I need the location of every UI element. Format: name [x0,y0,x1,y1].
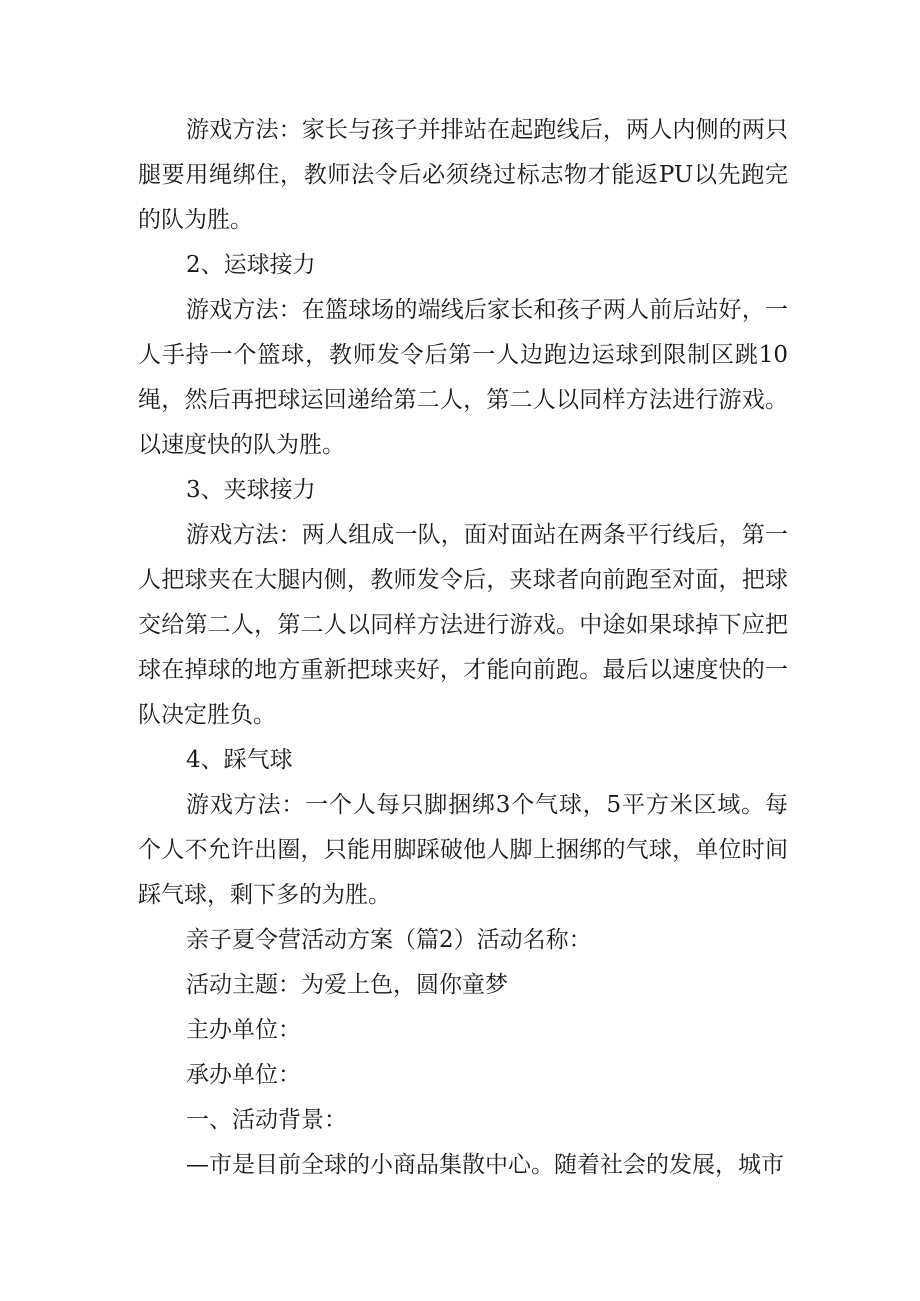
heading-organizer: 主办单位： [186,1017,301,1043]
heading-co-organizer: 承办单位： [186,1062,301,1088]
paragraph-game-method-3: 游戏方法：两人组成一队，面对面站在两条平行线后，第一人把球夹在大腿内侧，教师发令后，夹球者向前跑至对面，把球交给第二人，第二人以同样方法进行游戏。中途如果球掉下应把球在掉球的地方重新把球夹好，才能向前跑。最后以速度快的一队决定胜负。 [138,522,788,728]
paragraph-game-method-2: 游戏方法：在篮球场的端线后家长和孩子两人前后站好，一人手持一个篮球，教师发令后第一人边跑边运球到限制区跳10绳，然后再把球运回递给第二人，第二人以同样方法进行游戏。以速度快的队为胜。 [138,297,788,458]
heading-dribble-relay: 2、运球接力 [186,252,316,278]
document-body [138,108,788,1188]
heading-plan-2-activity-name: 亲子夏令营活动方案（篇2）活动名称： [186,927,592,953]
paragraph-background-text: —市是目前全球的小商品集散中心。随着社会的发展，城市 [186,1152,784,1178]
paragraph-game-method-1: 游戏方法：家长与孩子并排站在起跑线后，两人内侧的两只腿要用绳绑住，教师法令后必须绕过标志物才能返PU以先跑完的队为胜。 [138,117,788,233]
heading-activity-background: 一、活动背景： [186,1107,347,1133]
heading-activity-theme: 活动主题：为爱上色，圆你童梦 [186,972,508,998]
heading-stomp-balloon: 4、踩气球 [186,747,293,773]
paragraph-game-method-4: 游戏方法：一个人每只脚捆绑3个气球，5平方米区域。每个人不允许出圈，只能用脚踩破他人脚上捆绑的气球，单位时间踩气球，剩下多的为胜。 [138,792,788,908]
heading-clamp-ball-relay: 3、夹球接力 [186,477,316,503]
